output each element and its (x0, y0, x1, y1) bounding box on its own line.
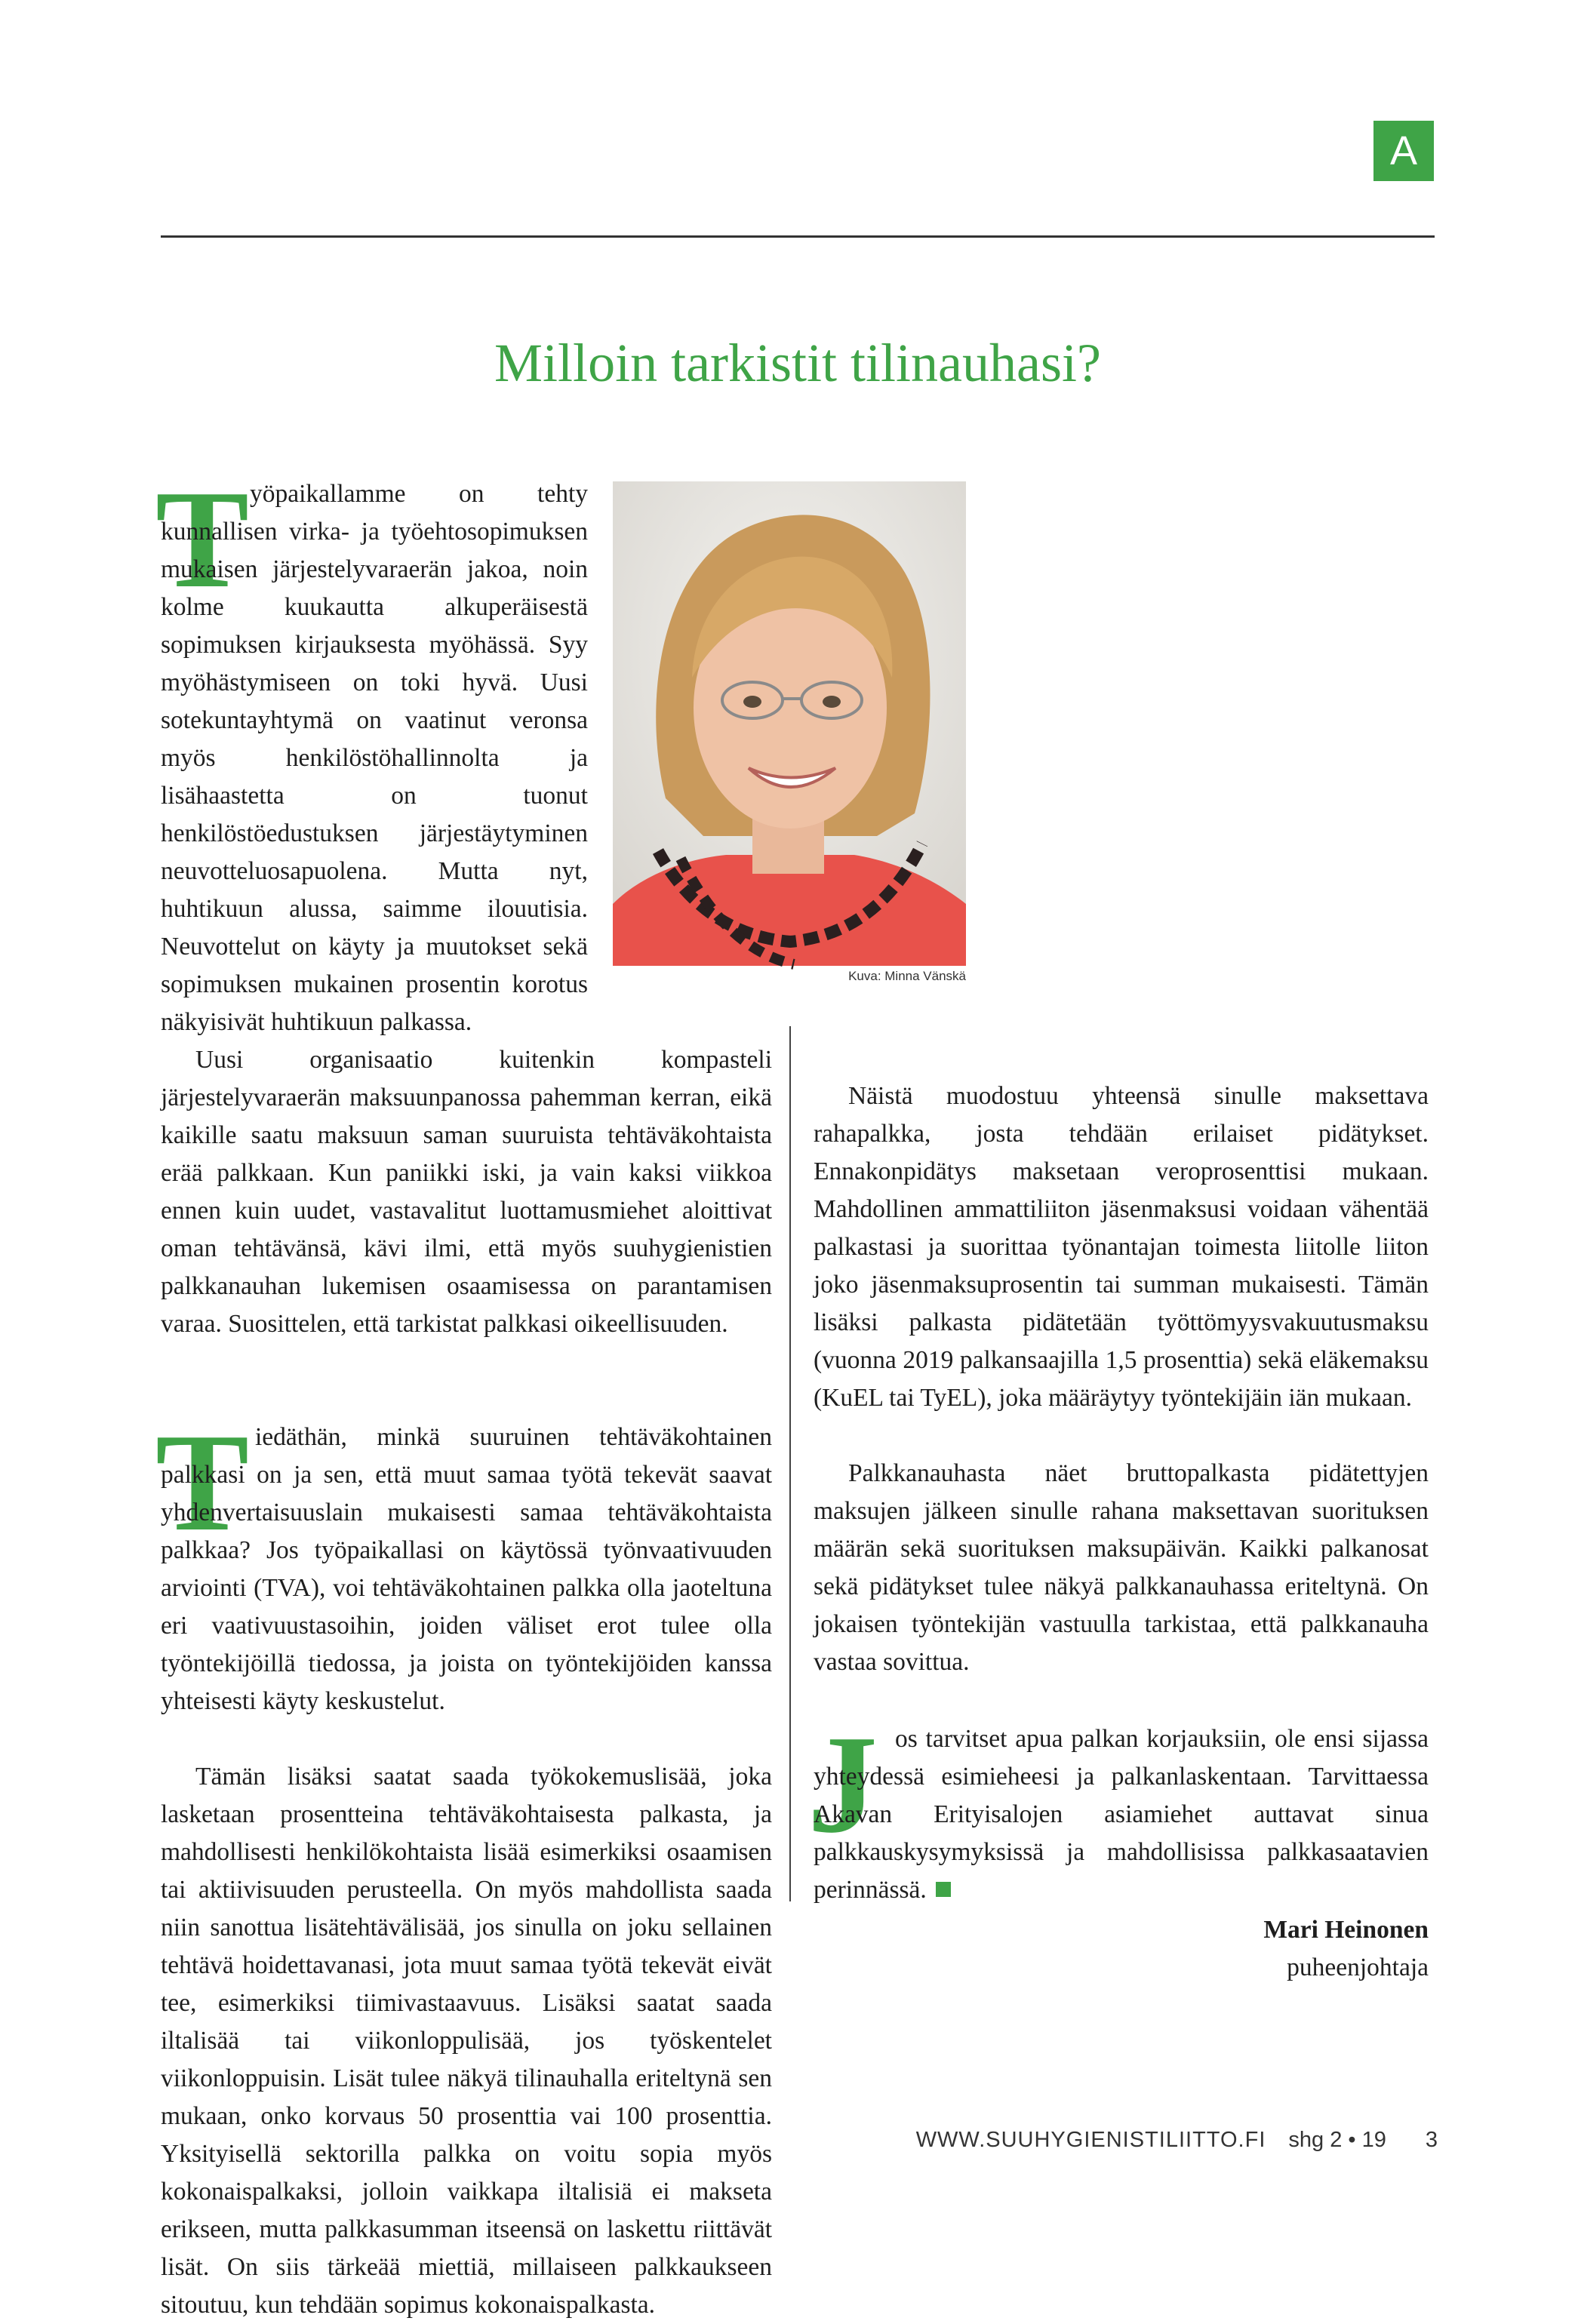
paragraph: Palkkanauhasta näet bruttopalkasta pidätettyjen maksujen jälkeen sinulle rahana maksettavan suorituksen määrän sekä suorituksen maksupäivän. Kaikki palkanosat sekä pidätykset tulee näkyä palkkanauhassa eriteltynä. On jokaisen työntekijän vastuulla tarkistaa, että palkkanauha vastaa sovittua. (814, 1459, 1429, 1676)
section-badge: A (1373, 121, 1434, 181)
paragraph (814, 1720, 1429, 1909)
closing-paragraph-text: os tarvitset apua palkan korjauksiin, ole ensi sijassa yhteydessä esimieheesi ja palkanlaskentaan. Tarvittaessa Akavan Erityisalojen asiamiehet auttavat sinua palkkauskysymyksissä ja mahdollisissa palkkasaatavien perinnässä. (814, 1725, 1429, 1904)
paragraph: Näistä muodostuu yhteensä sinulle maksettava rahapalkka, josta tehdään erilaiset pidätykset. Ennakonpidätys maksetaan veroprosenttisi mukaan. Mahdollinen ammattiliiton jäsenmaksusi voidaan vähentää palkastasi ja suorittaa työnantajan toimesta liitolle liiton joko jäsenmaksuprosentin tai summan mukaisesti. Tämän lisäksi palkasta pidätetään työttömyysvakuutusmaksu (vuonna 2019 palkansaajilla 1,5 prosenttia) sekä eläkemaksu (KuEL tai TyEL), joka määräytyy työntekijäin iän mukaan. (814, 1082, 1429, 1412)
footer-issue: shg 2 • 19 (1288, 2128, 1386, 2152)
paragraph: yöpaikallamme on tehty kunnallisen virka- ja työehtosopimuksen mukaisen järjestelyvaraerän jakoa, noin kolme kuukautta alkuperäisestä sopimuksen kirjauksesta myöhässä. Syy myöhästymiseen on toki hyvä. Uusi sotekuntayhtymä on vaatinut veronsa myös henkilöstöhallinnolta ja lisähaastetta on tuonut henkilöstöedustuksen järjestäytyminen neuvotteluosapuolena. Mutta nyt, huhtikuun alussa, saimme ilouutisia. Neuvottelut on käyty ja muutokset sekä sopimuksen mukainen prosentin korotus näkyisivät huhtikuun palkassa. (161, 480, 588, 1036)
article-title: Milloin tarkistit tilinauhasi? (494, 333, 1101, 393)
author-role: puheenjohtaja (1287, 1954, 1429, 1981)
footer-website[interactable]: WWW.SUUHYGIENISTILIITTO.FI (915, 2128, 1266, 2152)
paragraph: Uusi organisaatio kuitenkin kompasteli järjestelyvaraerän maksuunpanossa pahemman kerran, eikä kaikille saatu maksuun saman suuruista tehtäväkohtaista erää palkkaan. Kun paniikki iski, ja vain kaksi viikkoa ennen kuin uudet, vastavalitut luottamusmiehet aloittivat oman tehtävänsä, kävi ilmi, että myös suuhygienistien palkkanauhan lukemisen osaamisessa on parantamisen varaa. Suosittelen, että tarkistat palkkasi oikeellisuuden. (161, 1046, 772, 1338)
column-divider (789, 1026, 791, 1901)
page-number: 3 (1425, 2128, 1438, 2152)
header-rule (161, 235, 1435, 238)
photo-credit: Kuva: Minna Vänskä (848, 969, 966, 983)
end-mark-icon (936, 1882, 951, 1897)
author-photo (613, 481, 966, 966)
paragraph: Tämän lisäksi saatat saada työkokemuslisää, joka lasketaan prosentteina tehtäväkohtaisesta palkasta, ja mahdollisesti henkilökohtaista lisää esimerkiksi osaamisen tai aktiivisuuden perusteella. On myös mahdollista saada niin sanottua lisätehtävälisää, jos sinulla on joku sellainen tehtävä hoidettavanasi, jota muut samaa työtä tekevät eivät tee, esimerkiksi tiimivastaavuus. Lisäksi saatat saada iltalisää tai viikonloppulisää, jos työskentelet viikonloppuisin. Lisät tulee näkyä tilinauhalla eriteltynä sen mukaan, onko korvaus 50 prosenttia vai 100 prosenttia. Yksityisellä sektorilla palkka on voitu sopia myös kokonaispalkaksi, jolloin vaikkapa iltalisiä ei makseta erikseen, mutta palkkasumman itseensä on laskettu riittävät lisät. On siis tärkeää miettiä, millaiseen palkkaukseen sitoutuu, kun tehdään sopimus kokonaispalkasta. (161, 1763, 772, 2319)
paragraph: iedäthän, minkä suuruinen tehtäväkohtainen palkkasi on ja sen, että muut samaa työtä tekevät saavat yhdenvertaisuuslain mukaisesti samaa tehtäväkohtaista palkkaa? Jos työpaikallasi on käytössä työnvaativuuden arviointi (TVA), voi tehtäväkohtainen palkka olla jaoteltuna eri vaativuustasoihin, joiden väliset erot tulee olla työntekijöillä tiedossa, ja joista on työntekijöiden kanssa yhteisesti käyty keskustelut. (161, 1423, 772, 1715)
drop-cap: J (807, 1707, 878, 1862)
drop-cap: T (155, 1405, 250, 1560)
drop-cap: T (155, 462, 250, 617)
page-footer (916, 2128, 1438, 2153)
author-name: Mari Heinonen (1263, 1916, 1429, 1944)
